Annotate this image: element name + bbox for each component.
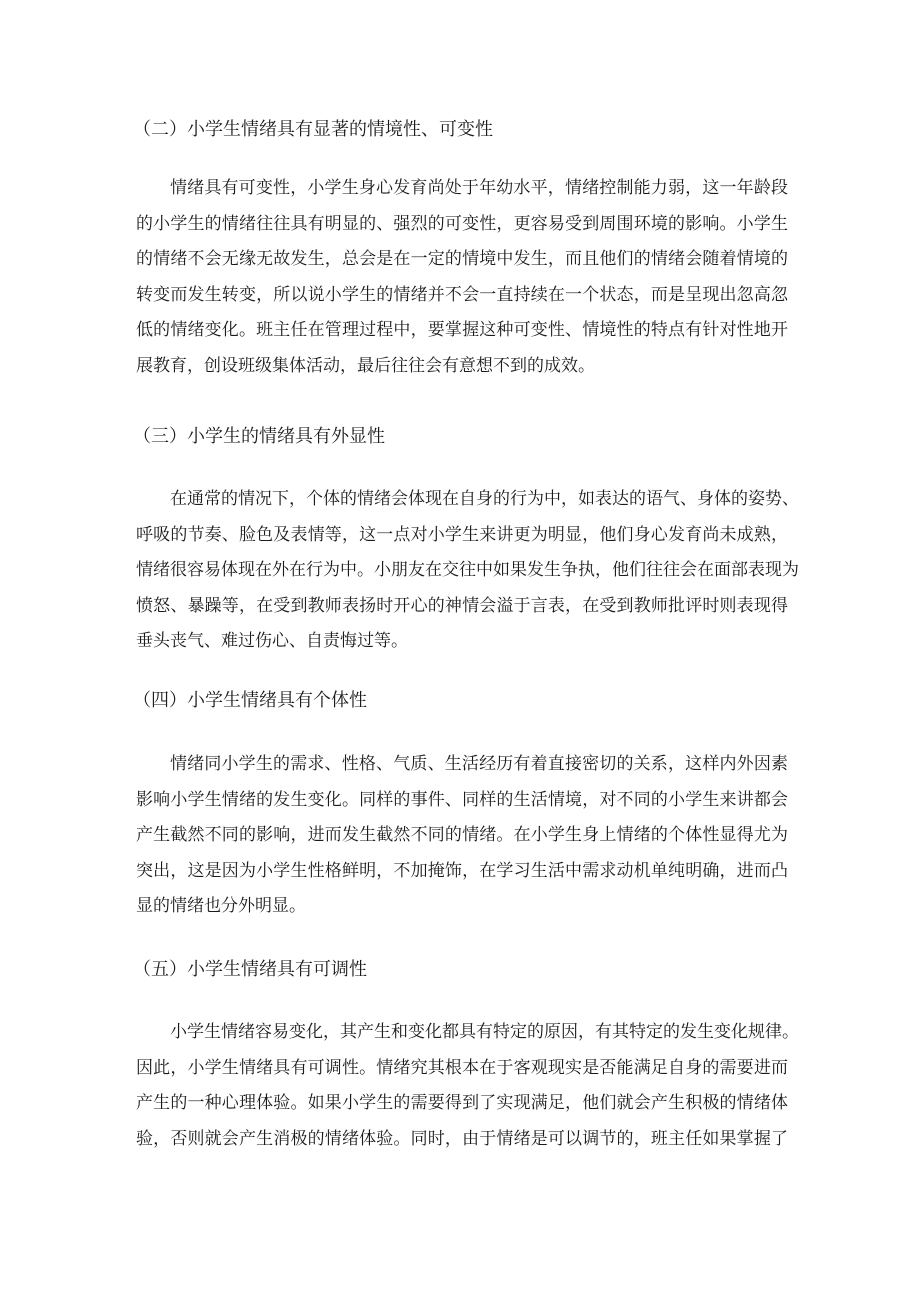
paragraph-line: 愤怒、暴躁等，在受到教师表扬时开心的神情会溢于言表，在受到教师批评时则表现得 [136,595,788,616]
paragraph-line: 呼吸的节奏、脸色及表情等，这一点对小学生来讲更为明显，他们身心发育尚未成熟， [136,524,788,545]
section-paragraph-3 [136,482,799,660]
paragraph-line: 垂头丧气、难过伤心、自责悔过等。 [136,631,408,651]
section-paragraph-5 [136,1015,799,1157]
paragraph-line: 的小学生的情绪往往具有明显的、强烈的可变性，更容易受到周围环境的影响。小学生 [136,213,788,234]
paragraph-line: 小学生情绪容易变化，其产生和变化都具有特定的原因，有其特定的发生变化规律。 [170,1022,799,1042]
paragraph-line: 的情绪不会无缘无故发生，总会是在一定的情境中发生，而且他们的情绪会随着情境的 [136,249,788,269]
paragraph-line: 产生的一种心理体验。如果小学生的需要得到了实现满足，他们就会产生积极的情绪体 [136,1093,788,1113]
paragraph-line: 情绪具有可变性，小学生身心发育尚处于年幼水平，情绪控制能力弱，这一年龄段 [170,178,788,198]
paragraph-line: 验，否则就会产生消极的情绪体验。同时，由于情绪是可以调节的，班主任如果掌握了 [136,1128,788,1149]
paragraph-line: 因此，小学生情绪具有可调性。情绪究其根本在于客观现实是否能满足自身的需要进而 [136,1057,788,1078]
paragraph-line: 转变而发生转变，所以说小学生的情绪并不会一直持续在一个状态，而是呈现出忽高忽 [136,284,788,305]
paragraph-line: 产生截然不同的影响，进而发生截然不同的情绪。在小学生身上情绪的个体性显得尤为 [136,825,788,845]
section-heading-3: （三）小学生的情绪具有外显性 [133,426,385,447]
section-heading-4: （四）小学生情绪具有个体性 [133,690,367,711]
paragraph-line: 情绪同小学生的需求、性格、气质、生活经历有着直接密切的关系，这样内外因素 [170,754,788,774]
section-heading-2: （二）小学生情绪具有显著的情境性、可变性 [133,119,493,140]
section-paragraph-2 [136,171,788,384]
section-paragraph-4 [136,747,788,925]
section-heading-5: （五）小学生情绪具有可调性 [133,959,367,980]
paragraph-line: 在通常的情况下，个体的情绪会体现在自身的行为中，如表达的语气、身体的姿势、 [170,489,799,509]
paragraph-line: 突出，这是因为小学生性格鲜明，不加掩饰，在学习生活中需求动机单纯明确，进而凸 [136,860,788,881]
paragraph-line: 情绪很容易体现在外在行为中。小朋友在交往中如果发生争执，他们往往会在面部表现为 [136,560,799,580]
paragraph-line: 影响小学生情绪的发生变化。同样的事件、同样的生活情境，对不同的小学生来讲都会 [136,789,788,810]
paragraph-line: 展教育，创设班级集体活动，最后往往会有意想不到的成效。 [136,355,595,376]
paragraph-line: 低的情绪变化。班主任在管理过程中，要掌握这种可变性、情境性的特点有针对性地开 [136,320,788,340]
paragraph-line: 显的情绪也分外明显。 [136,896,306,916]
